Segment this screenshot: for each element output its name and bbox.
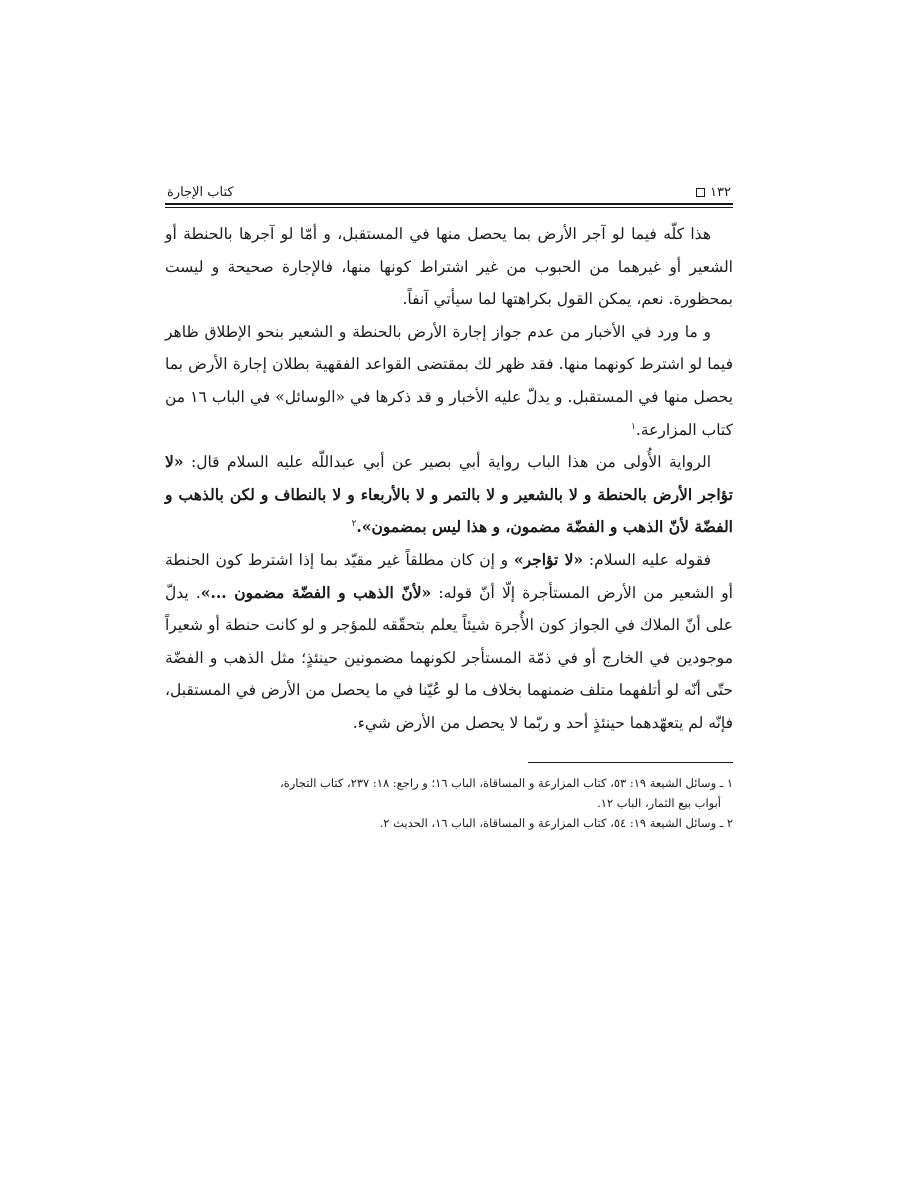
paragraph-4 xyxy=(165,544,733,740)
paragraph-4-text-c: و إن كان مطلقاً غير مقيّد بما إذا اشترط كون الحنطة أو الشعير من الأرض المستأجرة إلّا أنّ قوله: xyxy=(165,550,733,602)
book-page xyxy=(165,178,733,833)
paragraph-4-text-d: . يدلّ على أنّ الملاك في الجواز كون الأُجرة شيئاً يعلم بتحقّقه للمؤجر و لو كانت حنطة أو شعيراً موجودين في الخارج أو في ذمّة المستأجر لكونهما مضمونين حينئذٍ؛ مثل الذهب و الفضّة حتّى أنّه لو أتلفهما متلف ضمنهما بخلاف ما لو عُيّنا في ما يحصل من الأرض في المستقبل، فإنّه لم يتعهّدهما حينئذٍ أحد و ربّما لا يحصل من الأرض شيء. xyxy=(165,583,733,732)
page-number-group xyxy=(696,185,731,200)
page-number: ١٣٢ xyxy=(710,185,731,200)
paragraph-4-text-a: فقوله عليه السلام: xyxy=(583,550,711,569)
paragraph-3 xyxy=(165,446,733,544)
running-head xyxy=(165,178,733,203)
footnote-1-line-1: ١ ـ وسائل الشيعة ١٩: ٥٣، كتاب المزارعة و المساقاة، الباب ١٦؛ و راجع: ١٨: ٢٣٧، كتاب التجارة، xyxy=(280,775,733,790)
footnote-ref-1[interactable]: ١ xyxy=(631,421,636,432)
footnotes xyxy=(165,773,733,833)
footnote-1-continuation xyxy=(165,793,733,813)
quote-dhahab-fiddah: «لأنّ الذهب و الفضّة مضمون ...» xyxy=(200,582,432,602)
hadith-quote: «لا تؤاجر الأرض بالحنطة و لا بالشعير و لا بالتمر و لا بالأربعاء و لا بالنطاف و لكن بالذهب و الفضّة لأنّ الذهب و الفضّة مضمون، و هذا ليس بمضمون». xyxy=(165,452,733,537)
footnote-ref-2[interactable]: ٢ xyxy=(351,519,357,530)
square-box-icon xyxy=(696,188,705,197)
main-text xyxy=(165,218,733,740)
header-double-rule xyxy=(165,203,733,208)
footnote-2 xyxy=(165,813,733,833)
paragraph-1 xyxy=(165,218,733,316)
book-title: كتاب الإجارة xyxy=(167,185,234,200)
paragraph-2-text: و ما ورد في الأخبار من عدم جواز إجارة الأرض بالحنطة و الشعير بنحو الإطلاق ظاهر فيما لو اشترط كونهما منها. فقد ظهر لك بمقتضى القواعد الفقهية بطلان إجارة الأرض بما يحصل منها في المستقبل. و يدلّ عليه الأخبار و قد ذكرها في «الوسائل» في الباب ١٦ من كتاب المزارعة. xyxy=(165,322,734,439)
footnote-1-line-2: أبواب بيع الثمار، الباب ١٢. xyxy=(597,795,721,810)
quote-la-tuajir: «لا تؤاجر» xyxy=(513,549,584,569)
footnote-separator xyxy=(528,762,733,763)
paragraph-3-text: الرواية الأُولى من هذا الباب رواية أبي بصير عن أبي عبداللّه عليه السلام قال: xyxy=(183,453,711,472)
footnote-2-text: ٢ ـ وسائل الشيعة ١٩: ٥٤، كتاب المزارعة و المساقاة، الباب ١٦، الحديث ٢. xyxy=(379,815,733,830)
footnote-1 xyxy=(165,773,733,793)
paragraph-1-text: هذا كلّه فيما لو آجر الأرض بما يحصل منها في المستقبل، و أمّا لو آجرها بالحنطة أو الشعير أو غيرهما من الحبوب من غير اشتراط كونها منها، فالإجارة صحيحة و ليست بمحظورة. نعم، يمكن القول بكراهتها لما سيأتي آنفاً. xyxy=(165,225,733,309)
paragraph-2 xyxy=(165,316,733,446)
